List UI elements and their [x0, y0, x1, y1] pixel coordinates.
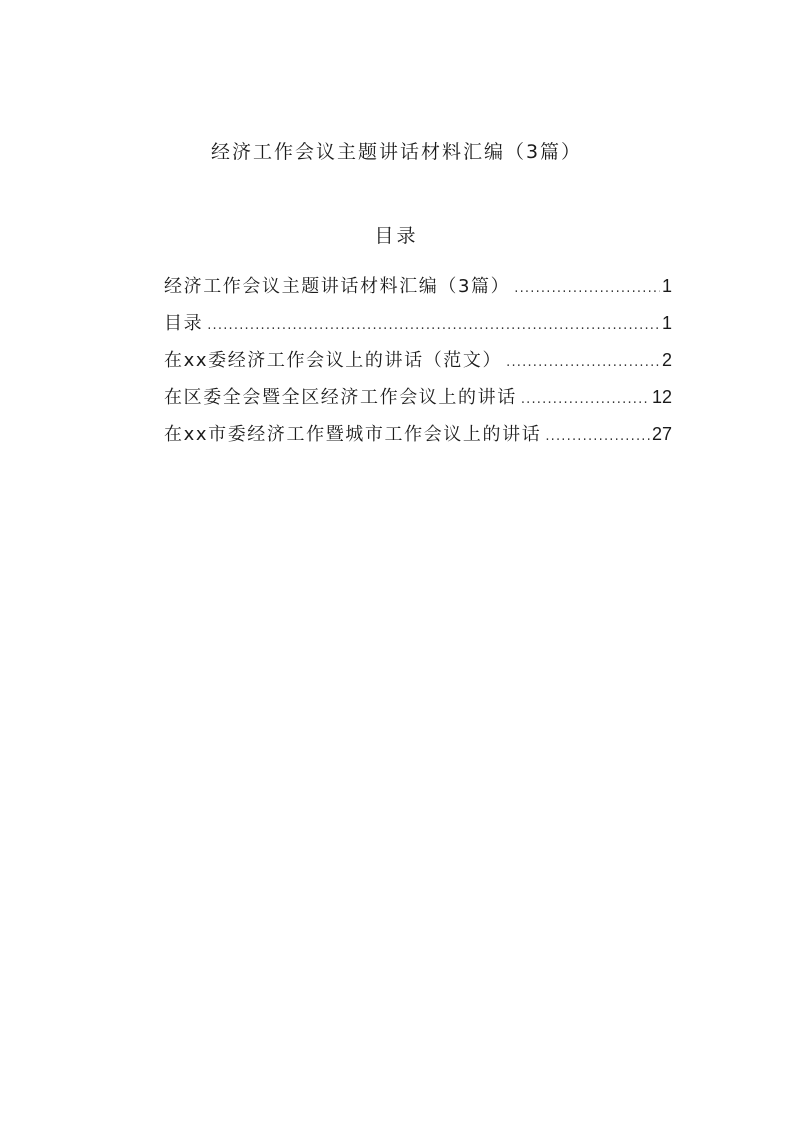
toc-dot-leader — [207, 310, 660, 342]
toc-entry-label: 经济工作会议主题讲话材料汇编（3篇） — [164, 276, 511, 297]
toc-heading: 目录 — [374, 225, 419, 247]
toc-entry[interactable] — [164, 381, 672, 418]
toc-entry[interactable] — [164, 307, 672, 344]
toc-entry-page: 1 — [661, 313, 672, 333]
toc-dot-leader — [506, 347, 660, 379]
toc-entry-label: 在区委全会暨全区经济工作会议上的讲话 — [164, 387, 517, 408]
toc-dot-leader — [521, 384, 650, 416]
toc-entry-label: 目录 — [164, 313, 204, 334]
toc-entry-page: 27 — [651, 424, 672, 444]
toc-entry-page: 2 — [661, 350, 672, 370]
table-of-contents — [164, 270, 672, 455]
toc-entry[interactable] — [164, 344, 672, 381]
toc-entry[interactable] — [164, 418, 672, 455]
toc-entry-label: 在xx市委经济工作暨城市工作会议上的讲话 — [164, 424, 542, 445]
toc-entry-page: 12 — [651, 387, 672, 407]
toc-entry-page: 1 — [661, 276, 672, 296]
toc-entry-label: 在xx委经济工作会议上的讲话（范文） — [164, 350, 503, 371]
toc-dot-leader — [545, 421, 650, 453]
toc-entry[interactable] — [164, 270, 672, 307]
document-title: 经济工作会议主题讲话材料汇编（3篇） — [210, 141, 583, 163]
toc-dot-leader — [514, 273, 660, 305]
